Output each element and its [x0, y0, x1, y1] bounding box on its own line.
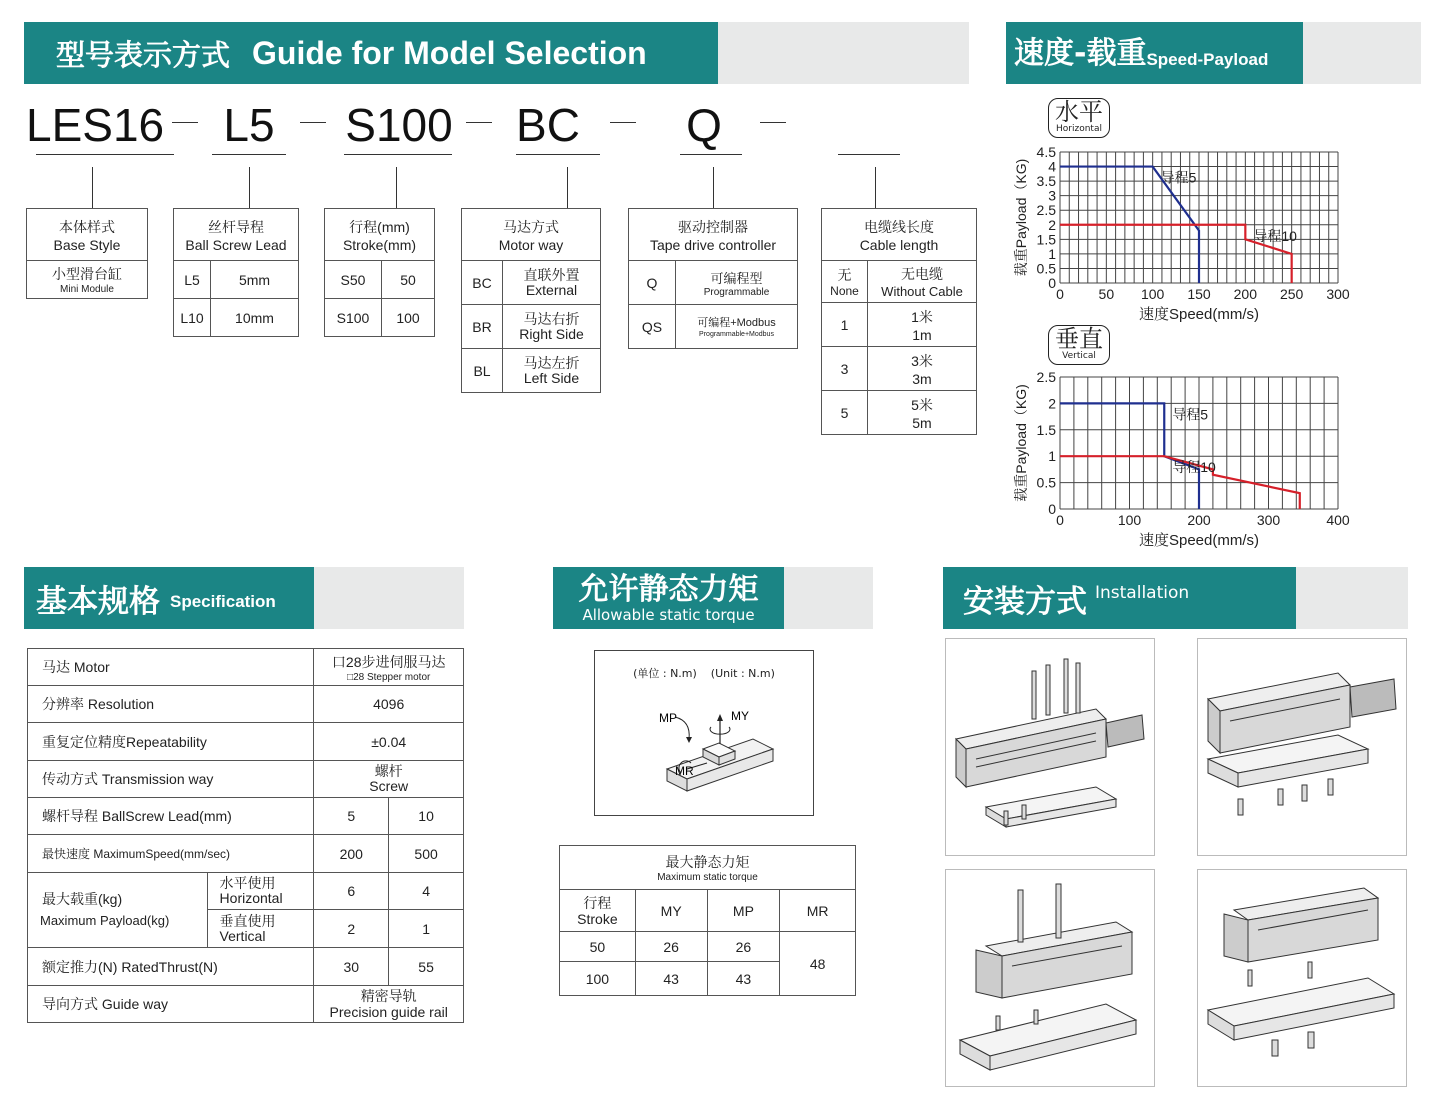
horizontal-speed-payload-chart	[1010, 140, 1430, 325]
motor-cn: 马达右折	[523, 310, 580, 327]
code-underline	[344, 154, 452, 155]
motor-en: Left Side	[523, 369, 580, 386]
motor-code: BL	[462, 349, 503, 393]
code-dash	[300, 122, 326, 123]
y-axis-label: 载重Payload（KG)	[1013, 158, 1029, 277]
y-tick-label: 1.5	[1036, 421, 1056, 438]
x-axis-label: 速度Speed(mm/s)	[1138, 306, 1260, 323]
x-axis-label: 速度Speed(mm/s)	[1138, 532, 1260, 549]
code-base: LES16	[26, 99, 165, 151]
spec-resolution-value: 4096	[314, 686, 464, 723]
motor-code: BC	[462, 261, 503, 305]
install-drawing	[946, 870, 1154, 1086]
torque-label-mr: MR	[675, 764, 694, 778]
code-dash	[172, 122, 198, 123]
cable-cn: 3米	[911, 352, 933, 369]
spec-guide-label: 导向方式 Guide way	[28, 986, 314, 1023]
torque-banner-cn: 允许静态力矩	[578, 571, 759, 607]
speed-banner	[1006, 22, 1421, 84]
x-tick-label: 100	[1117, 512, 1142, 528]
x-tick-label: 200	[1187, 512, 1211, 528]
spec-speed-v1: 200	[314, 835, 389, 873]
y-tick-label: 2	[1048, 395, 1056, 412]
code-underline	[212, 154, 286, 155]
torque-cell: 43	[707, 962, 780, 996]
torque-label-my: MY	[731, 709, 749, 723]
spec-motor-value-en: □28 Stepper motor	[347, 671, 431, 683]
cable-cn: 无电缆	[901, 266, 943, 282]
torque-label-mp: MP	[659, 711, 677, 725]
spec-speed-label: 最快速度 MaximumSpeed(mm/sec)	[28, 835, 314, 873]
spec-payload-v-en: Vertical	[219, 927, 266, 944]
spec-payload-h-cn: 水平使用	[219, 875, 276, 891]
driver-table	[628, 208, 798, 349]
lead-value: 10mm	[211, 299, 299, 337]
install-banner-cn: 安装方式	[963, 583, 1087, 620]
base-row-en: Mini Module	[60, 284, 114, 295]
code-underline	[838, 154, 900, 155]
cable-en: 5m	[912, 414, 932, 431]
cable-en: 3m	[912, 370, 932, 387]
spec-speed-v2: 500	[389, 835, 464, 873]
y-tick-label: 0	[1048, 275, 1056, 291]
y-tick-label: 0	[1048, 501, 1056, 517]
horizontal-badge-cn: 水平	[1055, 98, 1103, 126]
spec-resolution-label: 分辨率 Resolution	[28, 686, 314, 723]
lead-table	[173, 208, 299, 337]
y-tick-label: 4	[1048, 158, 1056, 175]
spec-table	[27, 648, 464, 1023]
cable-table	[821, 208, 977, 435]
torque-table-title-cn: 最大静态力矩	[665, 854, 750, 870]
torque-banner	[553, 567, 873, 629]
motor-title-en: Motor way	[498, 236, 564, 253]
motor-en: Right Side	[519, 325, 584, 342]
driver-en: Programmable+Modbus	[699, 331, 774, 338]
driver-code: Q	[629, 261, 676, 305]
install-banner	[943, 567, 1408, 629]
stroke-code: S50	[325, 261, 382, 299]
spec-lead-label: 螺杆导程 BallScrew Lead(mm)	[28, 798, 314, 835]
series-label: 导程10	[1253, 227, 1297, 244]
cable-cn: 5米	[911, 396, 933, 413]
lead-title-cn: 丝杆导程	[208, 218, 264, 235]
code-underline	[36, 154, 174, 155]
x-tick-label: 50	[1098, 286, 1115, 302]
torque-table	[559, 845, 856, 996]
spec-thrust-v1: 30	[314, 948, 389, 986]
connector-line	[396, 167, 397, 208]
x-tick-label: 300	[1256, 512, 1281, 528]
vertical-badge	[1048, 325, 1110, 365]
cable-code: 1	[822, 303, 868, 347]
motor-code: BR	[462, 305, 503, 349]
code-stroke: S100	[345, 99, 453, 151]
model-banner-en: Guide for Model Selection	[252, 34, 647, 71]
torque-cell: 26	[635, 932, 707, 962]
spec-transmission-cn: 螺杆	[374, 763, 403, 779]
stroke-title-cn: 行程(mm)	[349, 218, 410, 235]
spec-guide-cn: 精密导轨	[360, 988, 417, 1004]
torque-head-mr: MR	[780, 890, 856, 932]
install-image-top-mount-right-motor	[945, 638, 1155, 856]
spec-thrust-label: 额定推力(N) RatedThrust(N)	[28, 948, 314, 986]
install-image-bottom-mount-right-motor	[1197, 638, 1407, 856]
spec-payload-h-en: Horizontal	[219, 890, 283, 906]
spec-lead-v1: 5	[314, 798, 389, 835]
cable-en: Without Cable	[881, 284, 963, 299]
torque-head-stroke-cn: 行程	[583, 894, 612, 911]
torque-head-stroke-en: Stroke	[577, 910, 618, 927]
x-tick-label: 0	[1056, 512, 1064, 528]
y-tick-label: 3	[1048, 187, 1056, 204]
spec-payload-label-en: Maximum Payload(kg)	[40, 913, 170, 928]
vertical-badge-en: Vertical	[1062, 351, 1096, 361]
horizontal-badge	[1048, 98, 1110, 138]
motor-title-cn: 马达方式	[503, 218, 559, 235]
series-label: 导程5	[1160, 169, 1197, 186]
spec-banner-cn: 基本规格	[36, 583, 160, 620]
lead-value: 5mm	[211, 261, 299, 299]
torque-cell: 26	[707, 932, 780, 962]
y-tick-label: 2.5	[1036, 202, 1056, 219]
install-drawing	[1198, 870, 1406, 1086]
speed-banner-en: Speed-Payload	[1146, 50, 1269, 69]
series-label: 导程10	[1172, 459, 1216, 476]
code-underline	[516, 154, 600, 155]
install-image-bottom-mount-folded-motor	[1197, 869, 1407, 1087]
stroke-value: 100	[382, 299, 435, 337]
code-lead: L5	[223, 99, 275, 151]
x-tick-label: 150	[1187, 286, 1211, 302]
spec-thrust-v2: 55	[389, 948, 464, 986]
y-tick-label: 1	[1048, 448, 1056, 465]
spec-payload-label-cn: 最大载重(kg)	[42, 891, 123, 907]
torque-mr-value: 48	[780, 932, 856, 996]
motor-en: External	[525, 281, 578, 298]
connector-line	[875, 167, 876, 208]
slide-torque-diagram	[595, 651, 813, 815]
base-title-en: Base Style	[53, 236, 121, 253]
y-tick-label: 2	[1048, 216, 1056, 233]
lead-title-en: Ball Screw Lead	[185, 236, 287, 253]
connector-line	[249, 167, 250, 208]
y-tick-label: 0.5	[1036, 474, 1056, 491]
spec-payload-v-cn: 垂直使用	[219, 912, 276, 929]
model-banner	[24, 22, 969, 84]
cable-en: 1m	[912, 326, 932, 343]
torque-diagram-box	[594, 650, 814, 816]
base-row-cn: 小型滑台缸	[52, 266, 122, 282]
spec-lead-v2: 10	[389, 798, 464, 835]
y-tick-label: 4.5	[1036, 144, 1056, 160]
cable-code: 3	[822, 347, 868, 391]
torque-unit: (单位 : N.m) (Unit : N.m)	[633, 667, 775, 680]
series-label: 导程5	[1172, 406, 1209, 423]
install-drawing	[946, 639, 1154, 855]
motor-table	[461, 208, 601, 393]
code-dash	[760, 122, 786, 123]
spec-banner-en: Specification	[170, 592, 276, 611]
code-motor: BC	[516, 99, 580, 151]
cable-cn: 1米	[911, 308, 933, 325]
spec-motor-label: 马达 Motor	[28, 649, 314, 686]
x-tick-label: 250	[1279, 286, 1304, 302]
spec-payload-h1: 6	[314, 873, 389, 910]
y-axis-label: 载重Payload（KG)	[1013, 384, 1029, 502]
stroke-code: S100	[325, 299, 382, 337]
lead-code: L10	[174, 299, 211, 337]
install-image-top-mount-folded-motor	[945, 869, 1155, 1087]
torque-head-my: MY	[635, 890, 707, 932]
code-dash	[466, 122, 492, 123]
torque-cell: 50	[560, 932, 636, 962]
spec-transmission-en: Screw	[369, 778, 409, 794]
cable-code: 5	[822, 391, 868, 435]
vertical-badge-cn: 垂直	[1055, 325, 1103, 353]
spec-payload-v1: 2	[314, 910, 389, 948]
stroke-value: 50	[382, 261, 435, 299]
lead-code: L5	[174, 261, 211, 299]
speed-banner-cn: 速度-载重	[1014, 36, 1147, 71]
y-tick-label: 3.5	[1036, 173, 1056, 190]
y-tick-label: 1	[1048, 245, 1056, 262]
spec-banner	[24, 567, 464, 629]
spec-payload-h2: 4	[389, 873, 464, 910]
cable-code: 无	[837, 267, 852, 283]
torque-cell: 100	[560, 962, 636, 996]
y-tick-label: 2.5	[1036, 369, 1056, 385]
install-banner-en: Installation	[1095, 583, 1190, 603]
spec-transmission-label: 传动方式 Transmission way	[28, 761, 314, 798]
spec-repeat-label: 重复定位精度Repeatability	[28, 723, 314, 761]
torque-head-mp: MP	[707, 890, 780, 932]
vertical-speed-payload-chart	[1010, 366, 1430, 552]
cable-code-en: None	[830, 284, 859, 298]
driver-cn: 可编程型	[710, 270, 763, 286]
driver-title-en: Tape drive controller	[649, 236, 777, 253]
x-tick-label: 100	[1140, 286, 1165, 302]
horizontal-badge-en: Horizontal	[1056, 124, 1102, 134]
motor-cn: 马达左折	[523, 354, 580, 371]
install-drawing	[1198, 639, 1406, 855]
base-title-cn: 本体样式	[59, 218, 115, 235]
model-banner-cn: 型号表示方式	[56, 37, 231, 72]
code-underline	[680, 154, 742, 155]
driver-code: QS	[629, 305, 676, 349]
spec-motor-value-cn: 口28步进伺服马达	[331, 653, 446, 670]
code-driver: Q	[686, 99, 722, 151]
code-dash	[610, 122, 636, 123]
connector-line	[567, 167, 568, 208]
x-tick-label: 200	[1233, 286, 1258, 302]
x-tick-label: 400	[1326, 512, 1350, 528]
driver-en: Programmable	[703, 286, 770, 298]
driver-title-cn: 驱动控制器	[678, 218, 748, 235]
stroke-table	[324, 208, 435, 337]
cable-title-cn: 电缆线长度	[864, 218, 934, 235]
spec-payload-v2: 1	[389, 910, 464, 948]
cable-title-en: Cable length	[859, 236, 939, 253]
spec-guide-en: Precision guide rail	[329, 1004, 448, 1020]
connector-line	[92, 167, 93, 208]
y-tick-label: 0.5	[1036, 260, 1056, 277]
torque-cell: 43	[635, 962, 707, 996]
torque-table-title-en: Maximum static torque	[657, 872, 758, 883]
motor-cn: 直联外置	[523, 266, 580, 283]
x-tick-label: 0	[1056, 286, 1064, 302]
torque-banner-en: Allowable static torque	[582, 605, 755, 624]
connector-line	[713, 167, 714, 208]
spec-repeat-value: ±0.04	[314, 723, 464, 761]
x-tick-label: 300	[1326, 286, 1350, 302]
y-tick-label: 1.5	[1036, 231, 1056, 248]
driver-cn: 可编程+Modbus	[697, 317, 776, 329]
stroke-title-en: Stroke(mm)	[342, 236, 417, 253]
base-style-table	[26, 208, 148, 299]
